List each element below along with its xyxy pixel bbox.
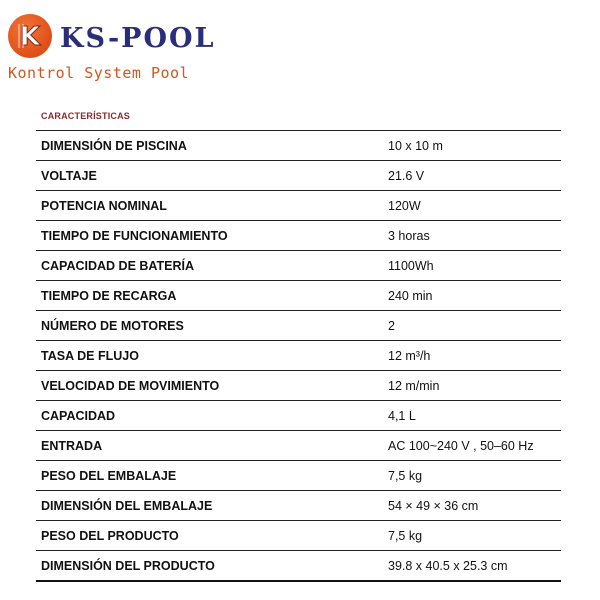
brand-tagline: Kontrol System Pool: [8, 64, 190, 82]
spec-label: TIEMPO DE RECARGA: [41, 289, 177, 303]
specs-table: [36, 130, 561, 582]
badge-letter: K: [19, 22, 41, 52]
spec-row: [36, 491, 561, 521]
spec-value: 4,1 L: [388, 409, 416, 423]
spec-row: [36, 251, 561, 281]
spec-row: [36, 311, 561, 341]
section-title: CARACTERÍSTICAS: [41, 111, 131, 121]
spec-row: [36, 281, 561, 311]
spec-row: [36, 221, 561, 251]
spec-value: 12 m/min: [388, 379, 440, 393]
spec-value: AC 100~240 V , 50–60 Hz: [388, 439, 534, 453]
spec-value: 120W: [388, 199, 421, 213]
spec-label: NÚMERO DE MOTORES: [41, 319, 184, 333]
brand-logo: [6, 12, 236, 84]
brand-name: KS-POOL: [60, 23, 216, 54]
spec-row: [36, 551, 561, 582]
spec-value: 1100Wh: [388, 259, 434, 273]
spec-label: POTENCIA NOMINAL: [41, 199, 167, 213]
spec-label: PESO DEL EMBALAJE: [41, 469, 177, 483]
spec-label: ENTRADA: [41, 439, 103, 453]
spec-value: 21.6 V: [388, 169, 425, 183]
spec-label: CAPACIDAD DE BATERÍA: [41, 259, 195, 273]
spec-value: 7,5 kg: [388, 529, 423, 543]
spec-value: 39.8 x 40.5 x 25.3 cm: [388, 559, 508, 573]
spec-label: DIMENSIÓN DEL EMBALAJE: [41, 499, 213, 513]
spec-row: [36, 401, 561, 431]
spec-label: DIMENSIÓN DEL PRODUCTO: [41, 559, 215, 573]
spec-row: [36, 521, 561, 551]
spec-row: [36, 161, 561, 191]
k-monogram-icon: [8, 14, 52, 58]
spec-label: CAPACIDAD: [41, 409, 116, 423]
spec-label: PESO DEL PRODUCTO: [41, 529, 179, 543]
spec-label: VOLTAJE: [41, 169, 97, 183]
spec-label: TIEMPO DE FUNCIONAMIENTO: [41, 229, 228, 243]
spec-value: 7,5 kg: [388, 469, 423, 483]
spec-row: [36, 191, 561, 221]
spec-label: DIMENSIÓN DE PISCINA: [41, 139, 187, 153]
logo-badge: [8, 14, 52, 58]
spec-row: [36, 371, 561, 401]
spec-row: [36, 131, 561, 161]
spec-label: TASA DE FLUJO: [41, 349, 139, 363]
spec-row: [36, 461, 561, 491]
spec-value: 54 × 49 × 36 cm: [388, 499, 479, 513]
spec-value: 10 x 10 m: [388, 139, 443, 153]
spec-value: 2: [388, 319, 395, 333]
spec-row: [36, 431, 561, 461]
spec-label: VELOCIDAD DE MOVIMIENTO: [41, 379, 220, 393]
spec-value: 12 m³/h: [388, 349, 431, 363]
spec-row: [36, 341, 561, 371]
spec-value: 240 min: [388, 289, 433, 303]
spec-value: 3 horas: [388, 229, 430, 243]
